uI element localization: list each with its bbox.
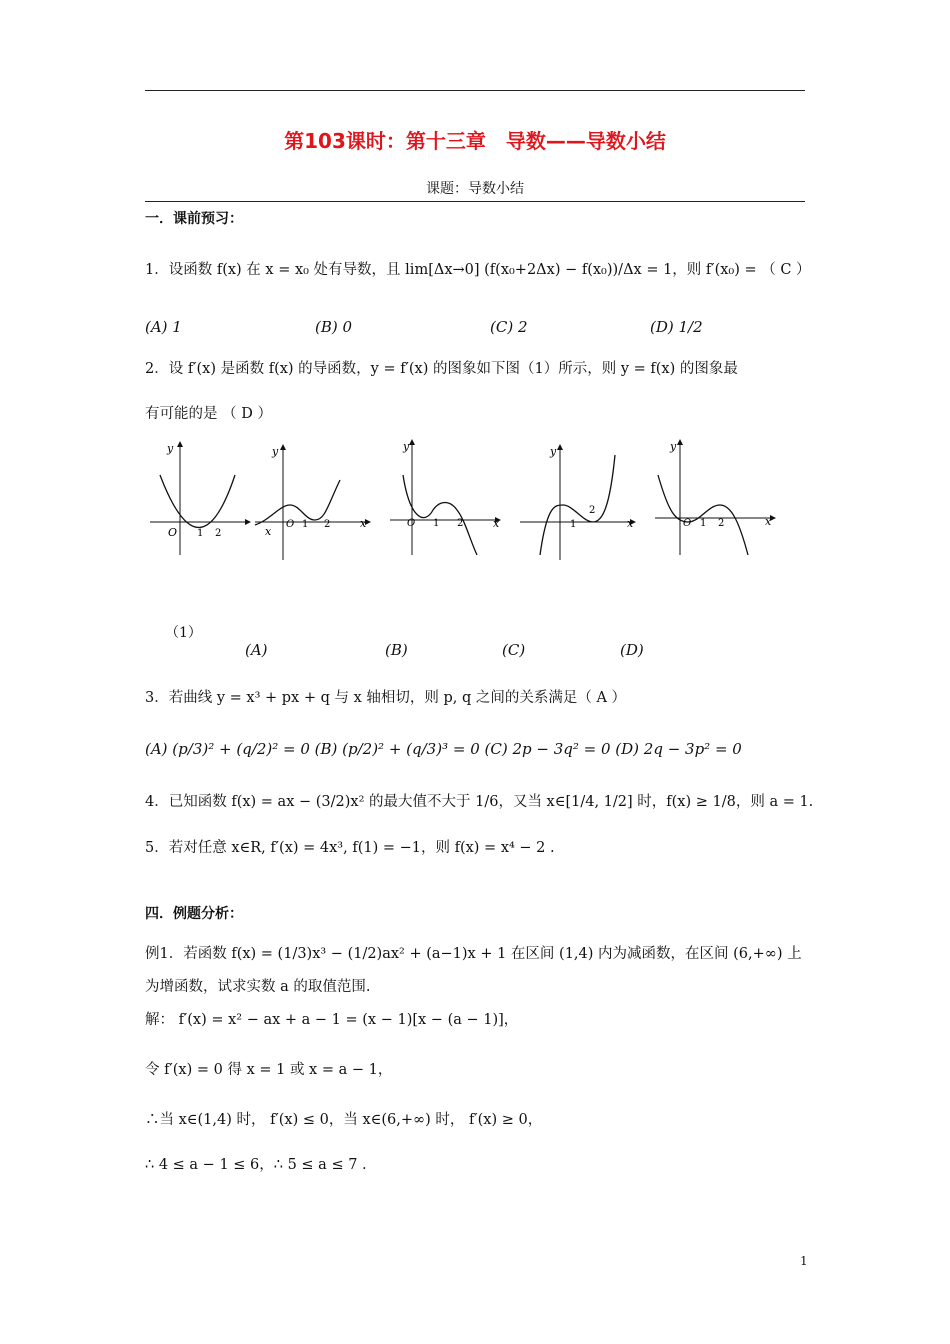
q2-text: 2．设 f′(x) 是函数 f(x) 的导函数，y = f′(x) 的图象如下图（1）所示，则 y = f(x) 的图象最 xyxy=(145,361,738,377)
top-rule xyxy=(145,90,805,91)
axis-x-label-left: x xyxy=(265,525,272,538)
tick-2-label: 2 xyxy=(589,505,596,516)
axis-y-label: y xyxy=(550,445,557,458)
subtitle-rule xyxy=(145,201,805,202)
q2-text-2: 有可能的是 （ D ） xyxy=(145,406,272,422)
graph-c xyxy=(515,435,640,565)
graph-label-c: (C) xyxy=(502,641,526,659)
tick-2-label: 2 xyxy=(718,518,725,529)
q3-options: (A) (p/3)² + (q/2)² = 0 (B) (p/2)² + (q/3)³ = 0 (C) 2p − 3q² = 0 (D) 2q − 3p² = 0 xyxy=(145,740,742,758)
tick-1-label: 1 xyxy=(197,528,204,539)
solution-line3: ∴当 x∈(1,4) 时， f′(x) ≤ 0，当 x∈(6,+∞) 时， f′(x) ≥ 0， xyxy=(145,1112,543,1128)
axis-y-label: y xyxy=(403,440,410,453)
tick-2-label: 2 xyxy=(215,528,222,539)
example1-line1: 例1．若函数 f(x) = (1/3)x³ − (1/2)ax² + (a−1)x + 1 在区间 (1,4) 内为减函数，在区间 (6,+∞) 上 xyxy=(145,946,802,962)
graph-a xyxy=(250,435,375,565)
graph-d xyxy=(650,430,780,560)
section-examples: 四．例题分析： xyxy=(145,906,243,922)
axis-y-label: y xyxy=(272,445,279,458)
page-subtitle: 课题：导数小结 xyxy=(426,181,524,197)
tick-2-label: 2 xyxy=(324,519,331,530)
origin-label: O xyxy=(683,518,692,529)
axis-x-label: x xyxy=(493,517,500,530)
q1-option-b: (B) 0 xyxy=(315,318,353,336)
origin-label: O xyxy=(407,518,416,529)
solution-line4: ∴ 4 ≤ a − 1 ≤ 6，∴ 5 ≤ a ≤ 7 . xyxy=(145,1157,367,1173)
graph-b xyxy=(385,430,505,560)
section-preview: 一．课前预习： xyxy=(145,211,243,227)
example1-line2: 为增函数，试求实数 a 的取值范围. xyxy=(145,979,371,995)
q3-text: 3．若曲线 y = x³ + px + q 与 x 轴相切，则 p, q 之间的关系满足（ A ） xyxy=(145,690,627,706)
axis-x-label: x xyxy=(360,517,367,530)
page-title: 第103课时：第十三章 导数——导数小结 xyxy=(284,129,666,153)
q1-option-a: (A) 1 xyxy=(145,318,182,336)
tick-1-label: 1 xyxy=(570,519,577,530)
axis-x-label: x xyxy=(627,517,634,530)
solution-line2: 令 f′(x) = 0 得 x = 1 或 x = a − 1， xyxy=(145,1062,393,1078)
graph-label-d: (D) xyxy=(620,641,644,659)
graph-label-b: (B) xyxy=(385,641,408,659)
q1-text: 1．设函数 f(x) 在 x = x₀ 处有导数，且 lim[Δx→0] (f(x₀+2Δx) − f(x₀))/Δx = 1，则 f′(x₀) = （ C ） xyxy=(145,262,811,278)
axis-y-label: y xyxy=(167,442,174,455)
tick-1-label: 1 xyxy=(700,518,707,529)
origin-label: O xyxy=(168,526,178,539)
axis-y-label: y xyxy=(670,440,677,453)
figure-caption: （1） xyxy=(165,625,202,641)
tick-1-label: 1 xyxy=(302,519,309,530)
origin-label: O xyxy=(286,519,295,530)
tick-2-label: 2 xyxy=(457,518,464,529)
axis-x-label: x xyxy=(765,515,772,528)
q1-option-d: (D) 1/2 xyxy=(650,318,703,336)
solution-line1: 解： f′(x) = x² − ax + a − 1 = (x − 1)[x − (a − 1)]， xyxy=(145,1012,519,1028)
q5-text: 5．若对任意 x∈R, f′(x) = 4x³, f(1) = −1，则 f(x) = x⁴ − 2 . xyxy=(145,840,555,856)
page-number: 1 xyxy=(800,1254,808,1268)
tick-1-label: 1 xyxy=(433,518,440,529)
graph-derivative xyxy=(145,430,255,560)
graph-label-a: (A) xyxy=(245,641,268,659)
q4-text: 4．已知函数 f(x) = ax − (3/2)x² 的最大值不大于 1/6，又当 x∈[1/4, 1/2] 时，f(x) ≥ 1/8，则 a = 1. xyxy=(145,794,814,810)
q1-option-c: (C) 2 xyxy=(490,318,528,336)
